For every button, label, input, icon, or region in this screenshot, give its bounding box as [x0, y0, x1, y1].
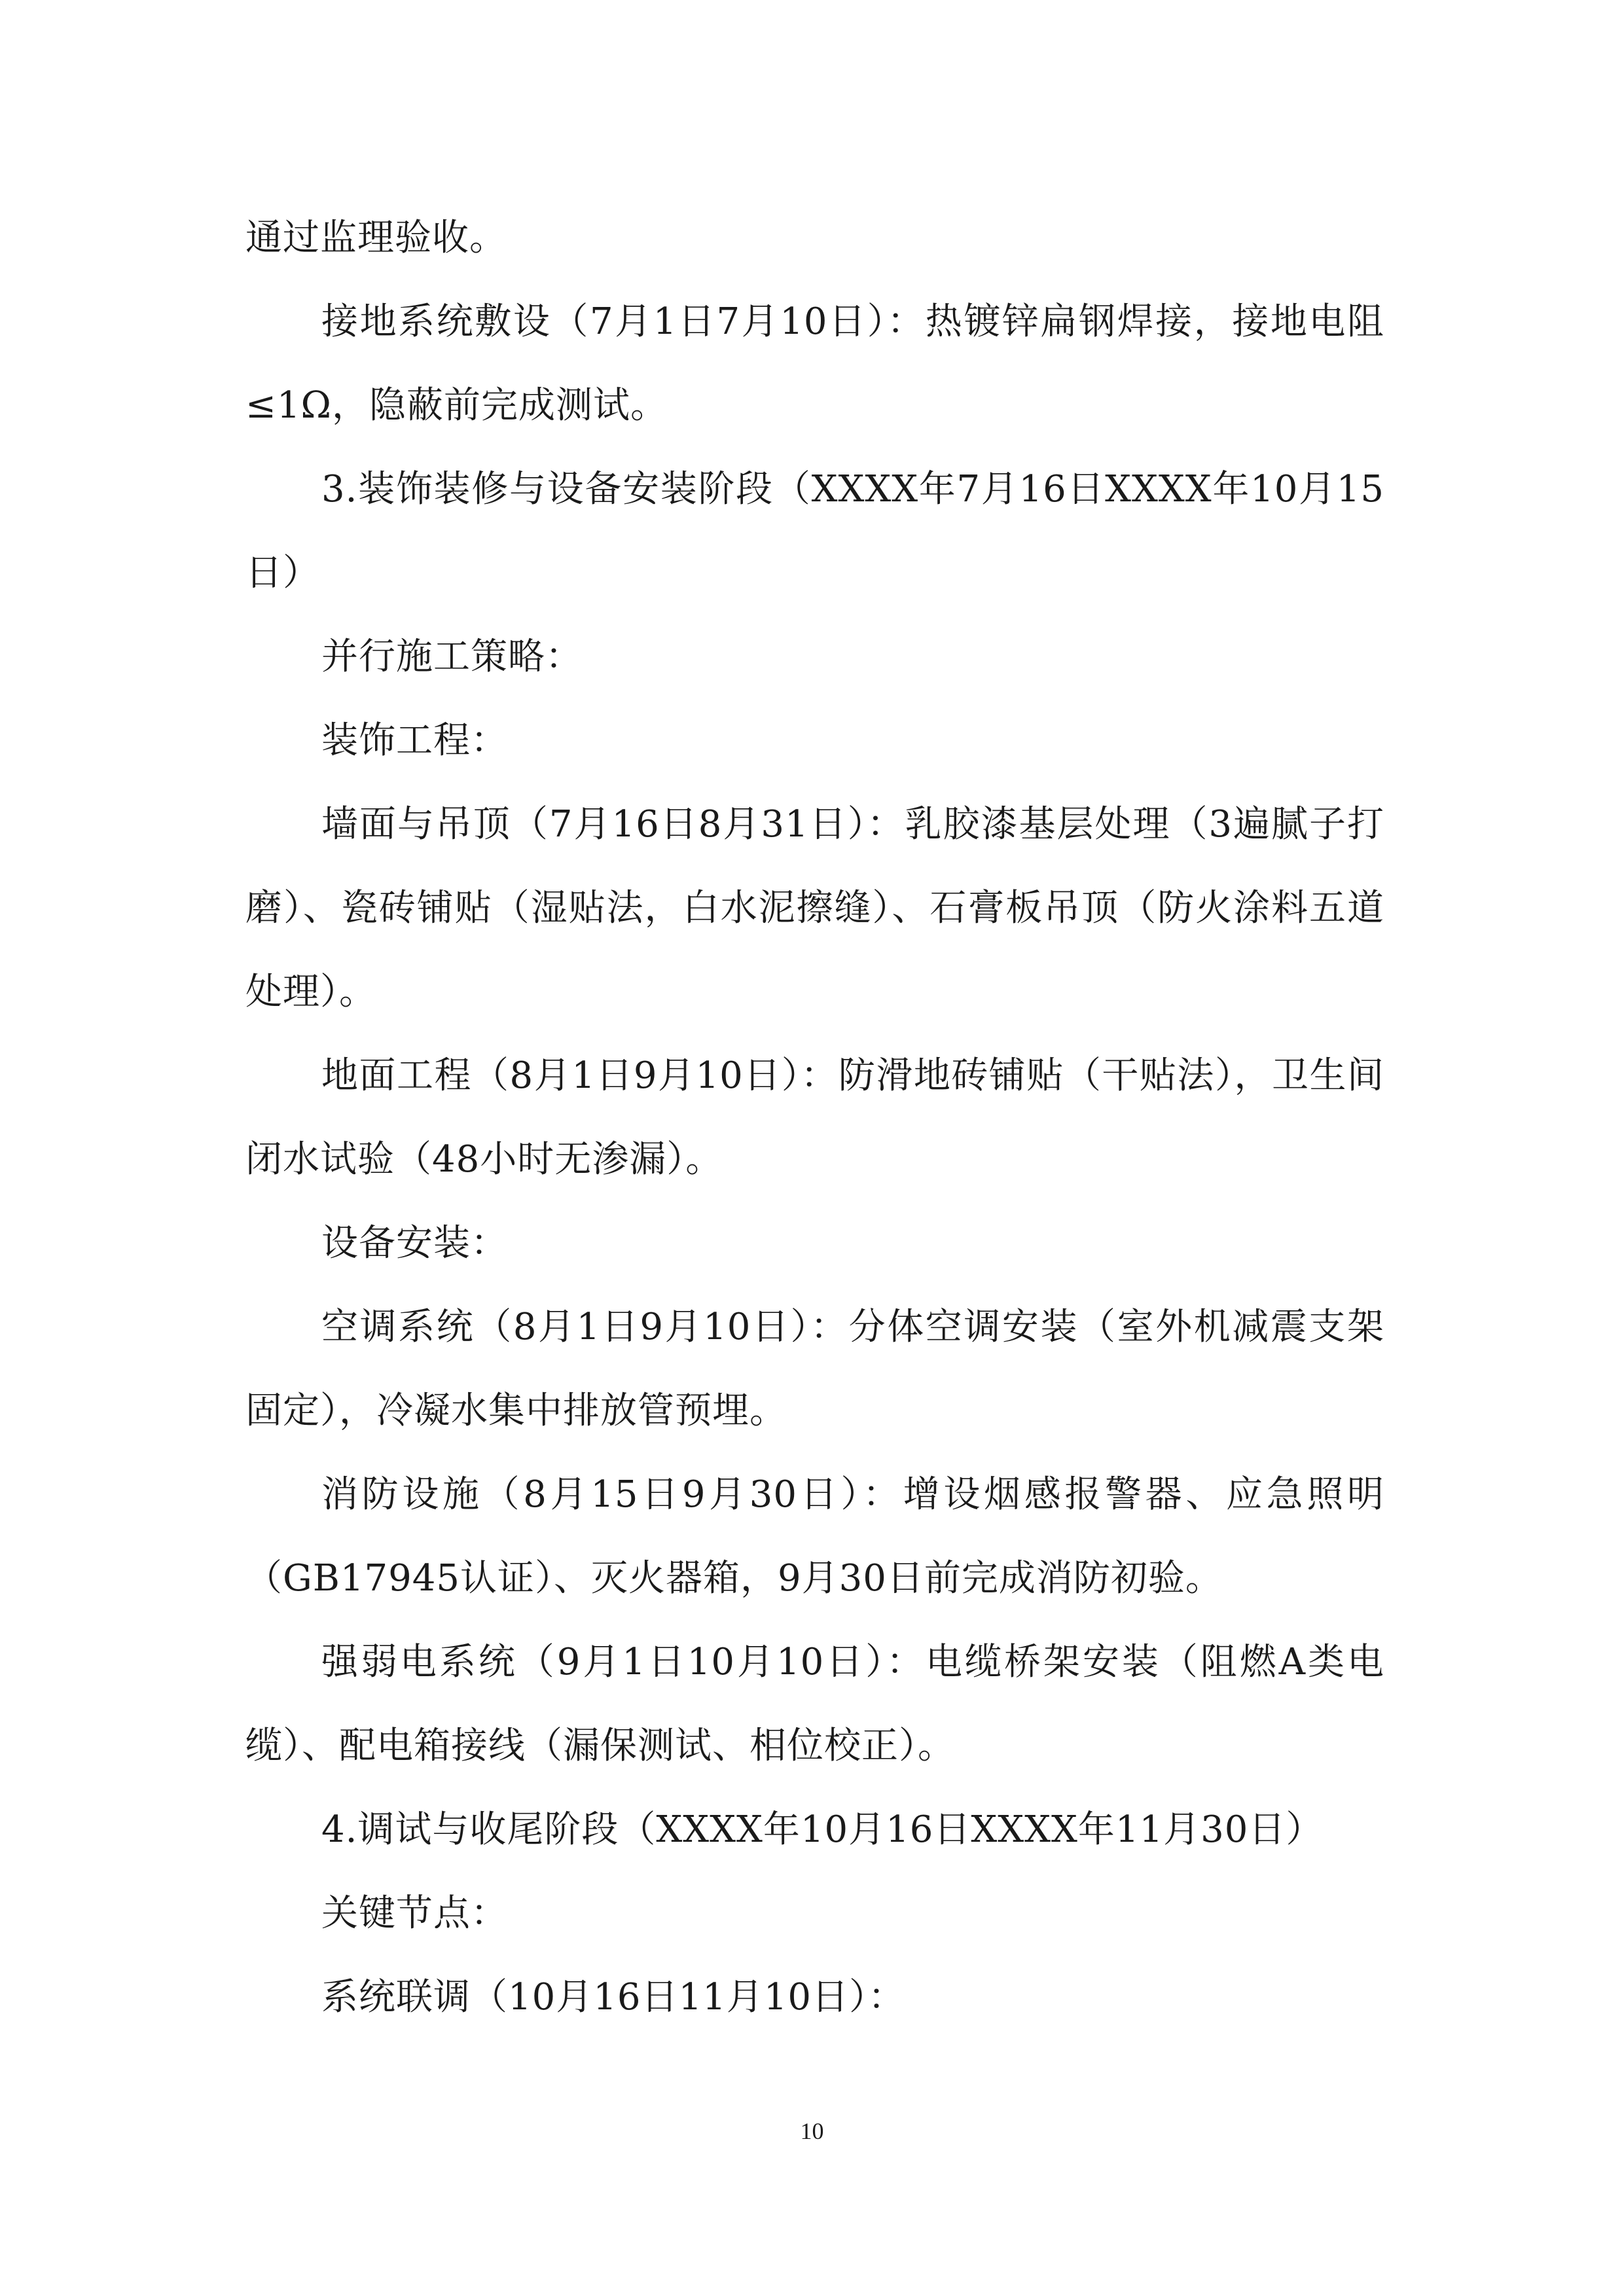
paragraph-decoration-heading: 装饰工程： [321, 719, 508, 762]
paragraph-phase3-heading: 3.装饰装修与设备安装阶段（XXXX年7月16日XXXX年10月15日） [245, 468, 1384, 594]
paragraph-continuation: 通过监理验收。 [245, 217, 507, 259]
paragraph-electrical: 强弱电系统（9月1日10月10日）：电缆桥架安装（阻燃A类电缆）、配电箱接线（漏保测试、相位校正）。 [245, 1641, 1384, 1767]
page-number: 10 [800, 2118, 824, 2144]
paragraph-key-nodes: 关键节点： [321, 1892, 508, 1935]
paragraph-fire-protection: 消防设施（8月15日9月30日）：增设烟感报警器、应急照明（GB17945认证）、灭火器箱，9月30日前完成消防初验。 [245, 1473, 1384, 1600]
paragraph-air-conditioning: 空调系统（8月1日9月10日）：分体空调安装（室外机减震支架固定），冷凝水集中排放管预埋。 [245, 1306, 1384, 1432]
paragraph-system-commissioning: 系统联调（10月16日11月10日）： [321, 1976, 906, 2018]
paragraph-parallel-strategy: 并行施工策略： [321, 636, 583, 678]
paragraph-floor: 地面工程（8月1日9月10日）：防滑地砖铺贴（干贴法），卫生间闭水试验（48小时无渗漏）。 [245, 1054, 1384, 1181]
paragraph-walls-ceiling: 墙面与吊顶（7月16日8月31日）：乳胶漆基层处理（3遍腻子打磨）、瓷砖铺贴（湿贴法，白水泥擦缝）、石膏板吊顶（防火涂料五道处理）。 [245, 803, 1384, 1013]
paragraph-equipment-heading: 设备安装： [321, 1222, 508, 1265]
paragraph-grounding: 接地系统敷设（7月1日7月10日）：热镀锌扁钢焊接，接地电阻≤1Ω，隐蔽前完成测试。 [245, 300, 1384, 427]
paragraph-phase4-heading: 4.调试与收尾阶段（XXXX年10月16日XXXX年11月30日） [321, 1808, 1324, 1851]
body-text [245, 196, 1384, 2039]
